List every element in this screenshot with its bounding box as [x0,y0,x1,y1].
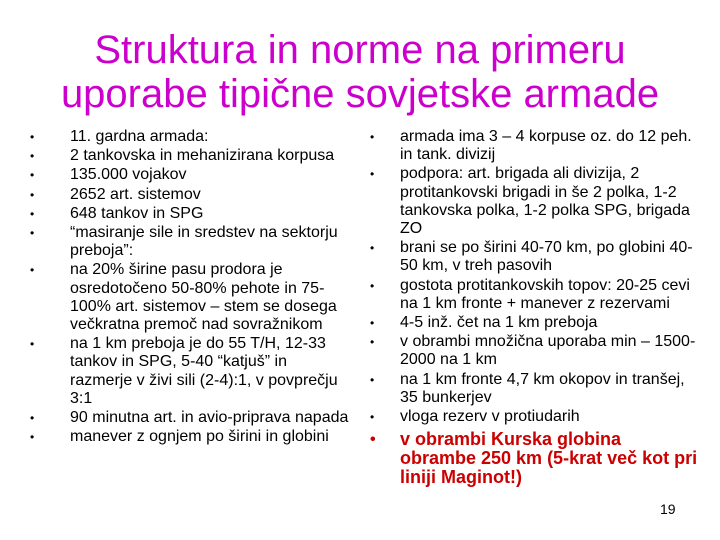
bullet-icon: • [30,337,35,352]
list-item [370,314,700,332]
list-item-text: na 1 km fronte 4,7 km okopov in tranšej, 35 bunkerjev [400,370,685,406]
bullet-icon: • [30,226,35,241]
bullet-icon: • [370,278,375,293]
list-item [370,408,700,426]
list-item [370,239,700,275]
list-item-text: manever z ognjem po širini in globini [70,428,329,446]
bullet-icon: • [30,187,35,202]
list-item [30,186,350,204]
right-bullet-list [370,128,700,488]
list-item-text: “masiranje sile in sredstev na sektorju preboja”: [70,224,338,260]
page-number: 19 [660,501,676,517]
list-item-text: armada ima 3 – 4 korpuse oz. do 12 peh. in tank. divizij [400,128,692,164]
bullet-icon: • [370,410,375,425]
list-item-text: na 1 km preboja je do 55 T/H, 12-33 tankov in SPG, 5-40 “katjuš” in razmerje v živi sili (2-4):1, v povprečju 3:1 [70,335,338,407]
list-item [30,409,350,427]
list-item [30,428,350,446]
list-item [30,147,350,165]
bullet-icon: • [30,168,35,183]
bullet-icon: • [370,431,376,449]
list-item-text: 2 tankovska in mehanizirana korpusa [70,147,335,165]
list-item [30,205,350,223]
list-item-text: na 20% širine pasu prodora je osredotočeno 50-80% pehote in 75-100% art. sistemov – stem se dosega večkratna premoč nad sovražnikom [70,261,337,334]
list-item-text: 2652 art. sistemov [70,185,201,203]
emphasis-list-item [370,430,700,487]
bullet-icon: • [30,411,35,426]
bullet-icon: • [370,335,375,350]
list-item [370,333,700,369]
list-item [30,166,350,184]
title-line-2: uporabe tipične sovjetske armade [60,72,660,116]
bullet-icon: • [30,149,35,164]
list-item-text: 648 tankov in SPG [70,204,204,222]
bullet-icon: • [370,241,375,256]
list-item [30,261,350,334]
emphasis-item-text: v obrambi Kurska globina obrambe 250 km (5-krat več kot pri liniji Maginot!) [400,429,698,488]
bullet-icon: • [30,263,35,278]
bullet-icon: • [30,430,35,445]
list-item-text: gostota protitankovskih topov: 20-25 cevi na 1 km fronte + manever z rezervami [400,276,690,312]
list-item-text: 4-5 inž. čet na 1 km preboja [400,314,598,332]
list-item-text: 90 minutna art. in avio-priprava napada [70,409,349,427]
list-item-text: podpora: art. brigada ali divizija, 2 protitankovski brigadi in še 2 polka, 1-2 tankovska polka, 1-2 polka SPG, brigada ZO [400,165,690,238]
list-item [30,128,350,146]
list-item [370,165,700,238]
list-item-text: 11. gardna armada: [70,128,209,145]
left-bullet-list [30,128,350,447]
list-item-text: 135.000 vojakov [70,166,187,184]
bullet-icon: • [370,130,375,144]
title-line-1: Struktura in norme na primeru [94,28,626,72]
list-item-text: v obrambi množična uporaba min – 1500- 2000 na 1 km [400,333,696,369]
list-item [370,277,700,313]
bullet-icon: • [370,372,375,387]
list-item [30,335,350,408]
list-item-text: brani se po širini 40-70 km, po globini 40-50 km, v treh pasovih [400,239,693,275]
list-item-text: vloga rezerv v protiudarih [400,408,580,426]
list-item [370,128,700,164]
bullet-icon: • [370,316,375,331]
bullet-icon: • [30,206,35,221]
list-item [370,371,700,407]
list-item [30,224,350,260]
bullet-icon: • [370,167,375,182]
bullet-icon: • [30,130,35,144]
slide-title [0,28,720,116]
